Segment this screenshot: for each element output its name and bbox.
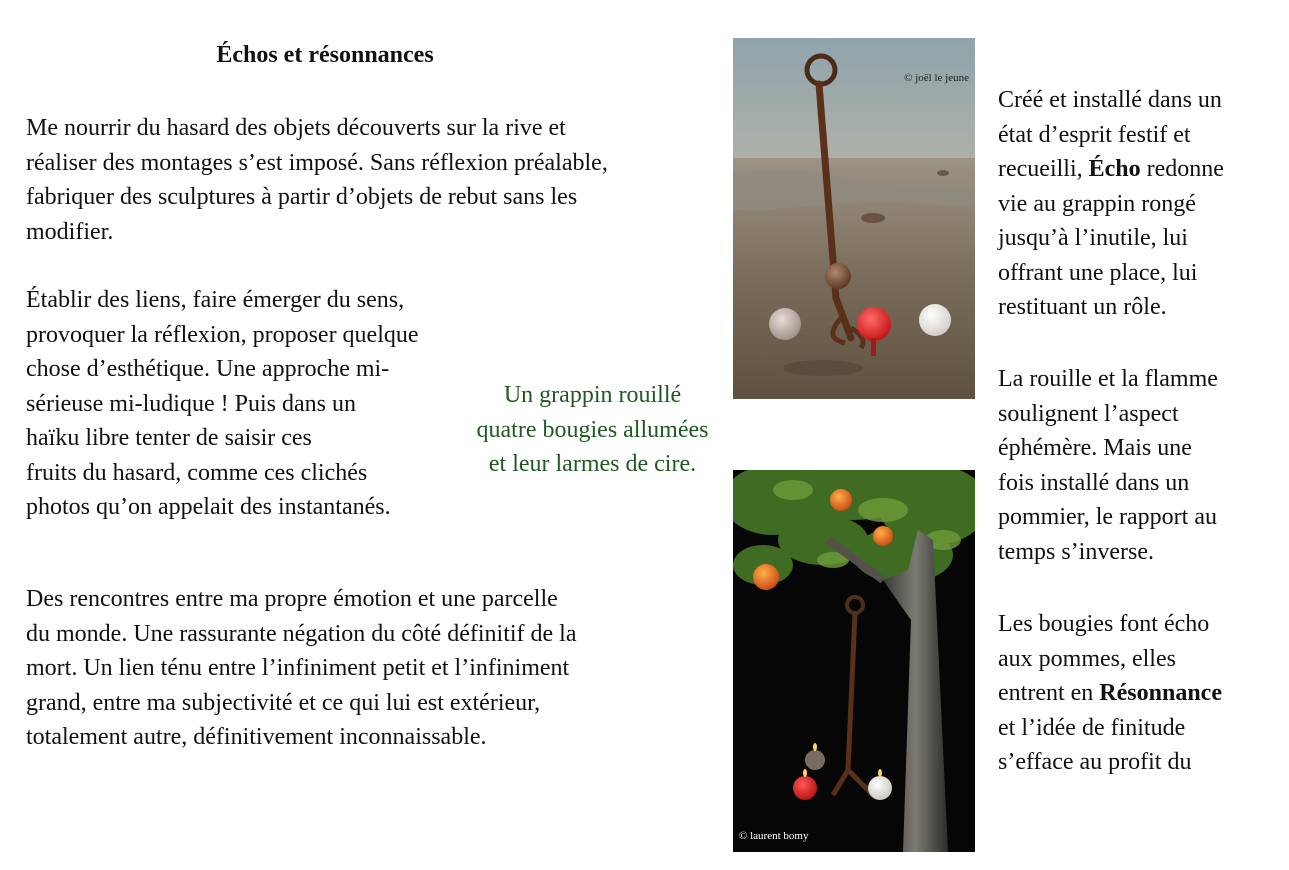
text-line: vie au grappin rongé [998,190,1196,217]
text-line: fabriquer des sculptures à partir d’objets de rebut sans les [26,184,578,210]
text-line: grand, entre ma subjectivité et ce qui lui est extérieur, [26,689,541,716]
text-line: photos qu’on appelait des instantanés. [26,494,391,520]
text-line: Les bougies font écho [998,611,1210,637]
photo-credit: © laurent bomy [739,830,809,842]
text-line: haïku libre tenter de saisir ces [26,425,312,451]
text-line: offrant une place, lui [998,259,1198,286]
text-fragment: recueilli, [998,156,1089,182]
text-line [998,152,1224,187]
text-line: chose d’esthétique. Une approche mi- [26,356,390,382]
text-line: soulignent l’aspect [998,400,1179,427]
rust-paragraph [998,362,1218,569]
approach-paragraph [26,283,419,525]
text-line: La rouille et la flamme [998,366,1218,392]
text-line: Établir des liens, faire émerger du sens, [26,287,405,313]
text-line: restituant un rôle. [998,294,1167,320]
text-line: état d’esprit festif et [998,121,1191,148]
text-line: jusqu’à l’inutile, lui [998,225,1188,251]
text-line: mort. Un lien ténu entre l’infiniment petit et l’infiniment [26,655,570,681]
text-line: modifier. [26,218,114,245]
haiku [450,378,735,482]
text-line: fois installé dans un [998,469,1190,496]
text-line: s’efface au profit du [998,749,1192,775]
text-line: du monde. Une rassurante négation du côté définitif de la [26,620,577,647]
text-line: sérieuse mi-ludique ! Puis dans un [26,390,356,417]
page-title: Échos et résonnances [216,42,434,68]
grappin-illustration [733,38,975,399]
intro-paragraph [26,111,608,249]
text-line: fruits du hasard, comme ces clichés [26,459,368,486]
text-fragment: entrent en [998,680,1100,706]
echo-paragraph [998,83,1224,325]
echo-term: Écho [1088,156,1141,182]
text-line: aux pommes, elles [998,645,1176,672]
text-line: totalement autre, définitivement inconnaissable. [26,724,487,750]
haiku-line: et leur larmes de cire. [488,451,697,477]
photo-credit: © joël le jeune [904,72,969,84]
text-line: et l’idée de finitude [998,714,1186,741]
text-line: provoquer la réflexion, proposer quelque [26,321,419,348]
text-line: Des rencontres entre ma propre émotion et une parcelle [26,586,558,612]
resonance-paragraph [998,607,1222,780]
pommier-photo [733,470,975,852]
text-line: Créé et installé dans un [998,87,1222,113]
text-line: pommier, le rapport au [998,504,1217,530]
text-line: réaliser des montages s’est imposé. Sans réflexion préalable, [26,149,608,176]
text-line: Me nourrir du hasard des objets découverts sur la rive et [26,115,566,141]
text-line: temps s’inverse. [998,538,1154,565]
text-fragment: redonne [1140,156,1224,182]
pommier-illustration [733,470,975,852]
grappin-photo [733,38,975,399]
encounter-paragraph [26,582,577,755]
resonance-term: Résonnance [1099,680,1222,706]
text-line [998,676,1222,711]
text-line: éphémère. Mais une [998,435,1192,461]
haiku-line: Un grappin rouillé [503,382,682,408]
haiku-line: quatre bougies allumées [476,416,709,443]
